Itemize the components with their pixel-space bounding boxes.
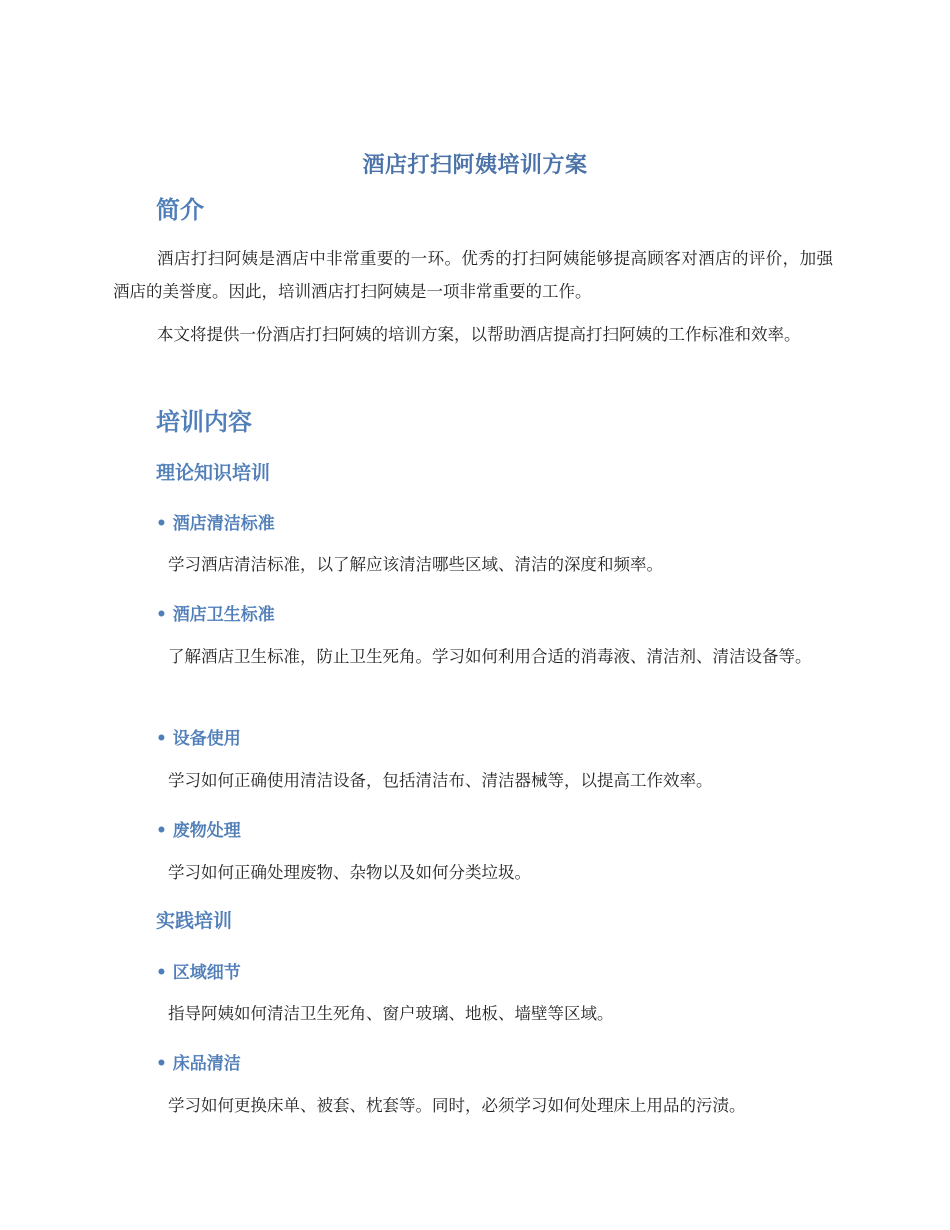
heading-practice-training: 实践培训 [156, 910, 233, 932]
document-title: 酒店打扫阿姨培训方案 [362, 153, 588, 178]
bullet-text-waste-disposal: 学习如何正确处理废物、杂物以及如何分类垃圾。 [168, 863, 531, 882]
bullet-text-equipment-use: 学习如何正确使用清洁设备，包括清洁布、清洁器械等，以提高工作效率。 [168, 771, 713, 790]
intro-paragraph-1: 酒店打扫阿姨是酒店中非常重要的一环。优秀的打扫阿姨能够提高顾客对酒店的评价，加强酒店的美誉度。因此，培训酒店打扫阿姨是一项非常重要的工作。 [113, 249, 833, 301]
bullet-text-area-details: 指导阿姨如何清洁卫生死角、窗户玻璃、地板、墙壁等区域。 [168, 1004, 614, 1023]
bullet-text-cleaning-standard: 学习酒店清洁标准，以了解应该清洁哪些区域、清洁的深度和频率。 [168, 555, 663, 574]
bullet-heading-waste-disposal: • 废物处理 [156, 821, 241, 841]
bullet-heading-area-details: • 区域细节 [156, 963, 241, 983]
bullet-heading-cleaning-standard: • 酒店清洁标准 [156, 514, 275, 534]
intro-paragraph-2: 本文将提供一份酒店打扫阿姨的培训方案，以帮助酒店提高打扫阿姨的工作标准和效率。 [157, 325, 801, 344]
heading-intro: 简介 [156, 196, 204, 224]
heading-training-content: 培训内容 [156, 408, 252, 436]
heading-theory-training: 理论知识培训 [156, 462, 271, 484]
bullet-heading-equipment-use: • 设备使用 [156, 729, 241, 749]
bullet-text-bedding-cleaning: 学习如何更换床单、被套、枕套等。同时，必须学习如何处理床上用品的污渍。 [168, 1096, 746, 1115]
bullet-heading-hygiene-standard: • 酒店卫生标准 [156, 605, 275, 625]
bullet-text-hygiene-standard: 了解酒店卫生标准，防止卫生死角。学习如何利用合适的消毒液、清洁剂、清洁设备等。 [168, 647, 812, 666]
bullet-heading-bedding-cleaning: • 床品清洁 [156, 1054, 241, 1074]
